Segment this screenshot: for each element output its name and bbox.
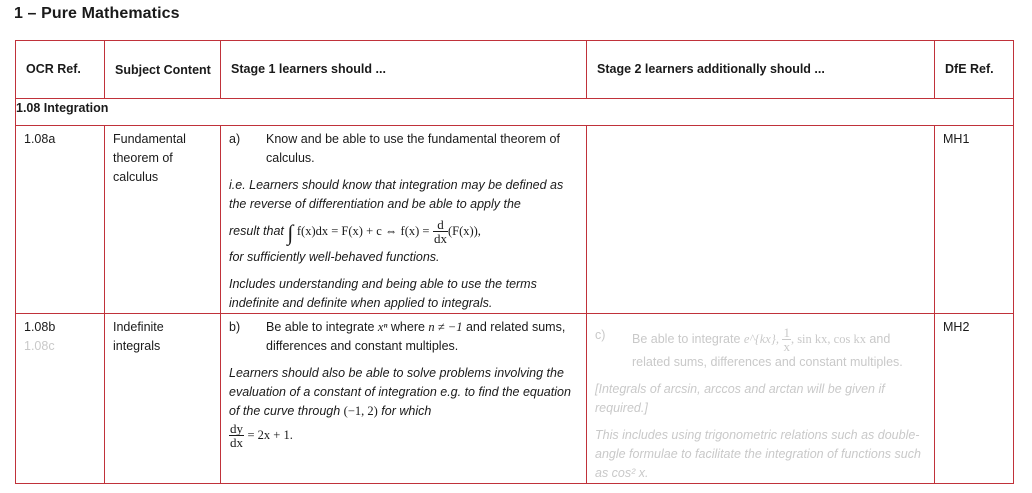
header-ocr-ref: OCR Ref.	[16, 41, 105, 99]
header-stage2: Stage 2 learners additionally should ...	[587, 41, 935, 99]
learning-item	[229, 130, 578, 168]
item-letter: b)	[229, 320, 241, 334]
ocr-ref: 1.08b	[24, 320, 56, 334]
guidance-note: Includes understanding and being able to use the terms indefinite and definite when applied to integrals.	[229, 277, 537, 310]
item-text: Know and be able to use the fundamental theorem of calculus.	[266, 132, 560, 165]
stage2-note: This includes using trigonometric relations such as double-angle formulae to facilitate the integration of functions such as cos² x.	[595, 428, 921, 480]
formula-tail: (F(x)),	[447, 223, 481, 238]
learning-item-faint: c) Be able to integrate e^{kx}, $\frac{1}{x}$ , sin kx, cos kx and related sums, differences and constant multiples.	[595, 325, 903, 369]
item-text: Be able to integrate xⁿ where n ≠ −1 and related sums, differences and constant multiples.	[266, 320, 566, 353]
subject-content: Indefinite integrals	[113, 320, 164, 353]
ocr-ref: 1.08a	[24, 132, 56, 146]
header-row	[16, 41, 1014, 99]
item-letter: a)	[229, 132, 241, 146]
guidance-note: for sufficiently well-behaved functions.	[229, 250, 440, 264]
section-row	[16, 99, 1014, 126]
page-title: 1 – Pure Mathematics	[14, 5, 180, 22]
dy-dx-fraction: $\frac{dy}{dx}$	[230, 421, 243, 450]
header-stage1: Stage 1 learners should ...	[221, 41, 587, 99]
learning-item	[229, 318, 578, 356]
differential-equation: $\frac{dy}{dx}$ = 2x + 1.	[230, 421, 293, 450]
guidance-note: i.e. Learners should know that integration may be defined as the reverse of differentiation and be able to apply the	[229, 178, 564, 211]
fraction-denominator: dx	[433, 231, 447, 246]
dfe-ref: MH1	[943, 132, 970, 146]
guidance-note: Learners should also be able to solve problems involving the evaluation of a constant of integration e.g. to find the equation of the curve through (−1, 2) for which	[229, 366, 571, 418]
section-title: 1.08 Integration	[16, 99, 1014, 126]
result-prefix: result that	[229, 223, 284, 238]
header-dfe-ref: DfE Ref.	[935, 41, 1014, 99]
derivative-fraction	[433, 218, 448, 245]
formula-line	[229, 218, 578, 245]
formula-integral: f(x)dx = F(x) + c ⇔ f(x) =	[296, 223, 430, 238]
integral-sign: ∫	[287, 219, 294, 245]
header-subject-content: Subject Content	[105, 41, 221, 99]
stage2-note: [Integrals of arcsin, arccos and arctan will be given if required.]	[595, 382, 885, 415]
table-row	[16, 314, 1014, 484]
subject-content: Fundamental theorem of calculus	[113, 132, 186, 184]
specification-table	[15, 40, 1014, 484]
table-row	[16, 126, 1014, 314]
ocr-ref-faint: 1.08c	[24, 339, 55, 353]
fraction-numerator: d	[433, 218, 448, 232]
dfe-ref: MH2	[943, 320, 970, 334]
